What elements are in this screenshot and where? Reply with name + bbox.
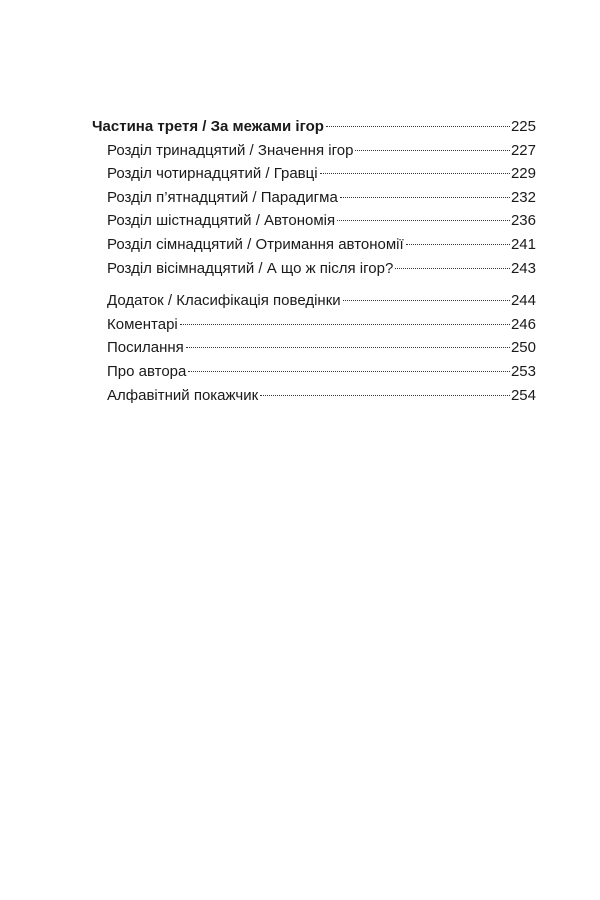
dot-leader	[355, 150, 510, 151]
toc-chapter-entry	[92, 162, 536, 186]
toc-chapter-title: Розділ чотирнадцятий / Гравці	[107, 165, 318, 183]
toc-chapter-page: 236	[510, 212, 536, 230]
toc-chapter-page: 241	[510, 235, 536, 253]
toc-backmatter-title: Коментарі	[107, 315, 178, 333]
toc-chapter-title: Розділ тринадцятий / Значення ігор	[107, 141, 354, 159]
toc-chapter-title: Розділ шістнадцятий / Автономія	[107, 212, 336, 230]
toc-backmatter-page: 244	[510, 292, 536, 310]
toc-chapter-entry	[92, 257, 536, 281]
dot-leader	[180, 324, 510, 325]
toc-chapter-title: Розділ вісімнадцятий / А що ж після ігор?	[107, 259, 394, 277]
table-of-contents	[92, 115, 536, 407]
toc-backmatter-page: 250	[510, 339, 536, 357]
toc-chapter-title: Розділ п’ятнадцятий / Парадигма	[107, 188, 338, 206]
toc-chapter-entry	[92, 233, 536, 257]
toc-chapter-title: Розділ сімнадцятий / Отримання автономії	[107, 235, 404, 253]
dot-leader	[320, 173, 510, 174]
dot-leader	[406, 244, 510, 245]
dot-leader	[395, 268, 510, 269]
toc-chapter-page: 227	[510, 141, 536, 159]
toc-chapter-page: 229	[510, 165, 536, 183]
toc-backmatter-page: 253	[510, 362, 536, 380]
dot-leader	[260, 395, 510, 396]
dot-leader	[340, 197, 510, 198]
toc-part-entry	[92, 115, 536, 139]
dot-leader	[343, 300, 510, 301]
toc-backmatter-title: Про автора	[107, 362, 187, 380]
toc-backmatter-page: 254	[510, 386, 536, 404]
section-gap	[92, 280, 536, 289]
toc-backmatter-entry	[92, 360, 536, 384]
toc-backmatter-entry	[92, 313, 536, 337]
dot-leader	[188, 371, 510, 372]
toc-chapter-page: 243	[510, 259, 536, 277]
dot-leader	[326, 126, 510, 127]
dot-leader	[186, 347, 510, 348]
toc-part-page: 225	[510, 118, 536, 135]
toc-part-title: Частина третя / За межами ігор	[92, 118, 324, 135]
toc-backmatter-title: Посилання	[107, 339, 184, 357]
toc-chapter-entry	[92, 209, 536, 233]
toc-backmatter-entry	[92, 336, 536, 360]
dot-leader	[337, 220, 510, 221]
toc-backmatter-page: 246	[510, 315, 536, 333]
toc-chapter-entry	[92, 186, 536, 210]
toc-chapter-entry	[92, 139, 536, 163]
toc-chapter-page: 232	[510, 188, 536, 206]
toc-backmatter-entry	[92, 384, 536, 408]
toc-backmatter-title: Алфавітний покажчик	[107, 386, 259, 404]
toc-backmatter-title: Додаток / Класифікація поведінки	[107, 292, 341, 310]
toc-backmatter-entry	[92, 289, 536, 313]
